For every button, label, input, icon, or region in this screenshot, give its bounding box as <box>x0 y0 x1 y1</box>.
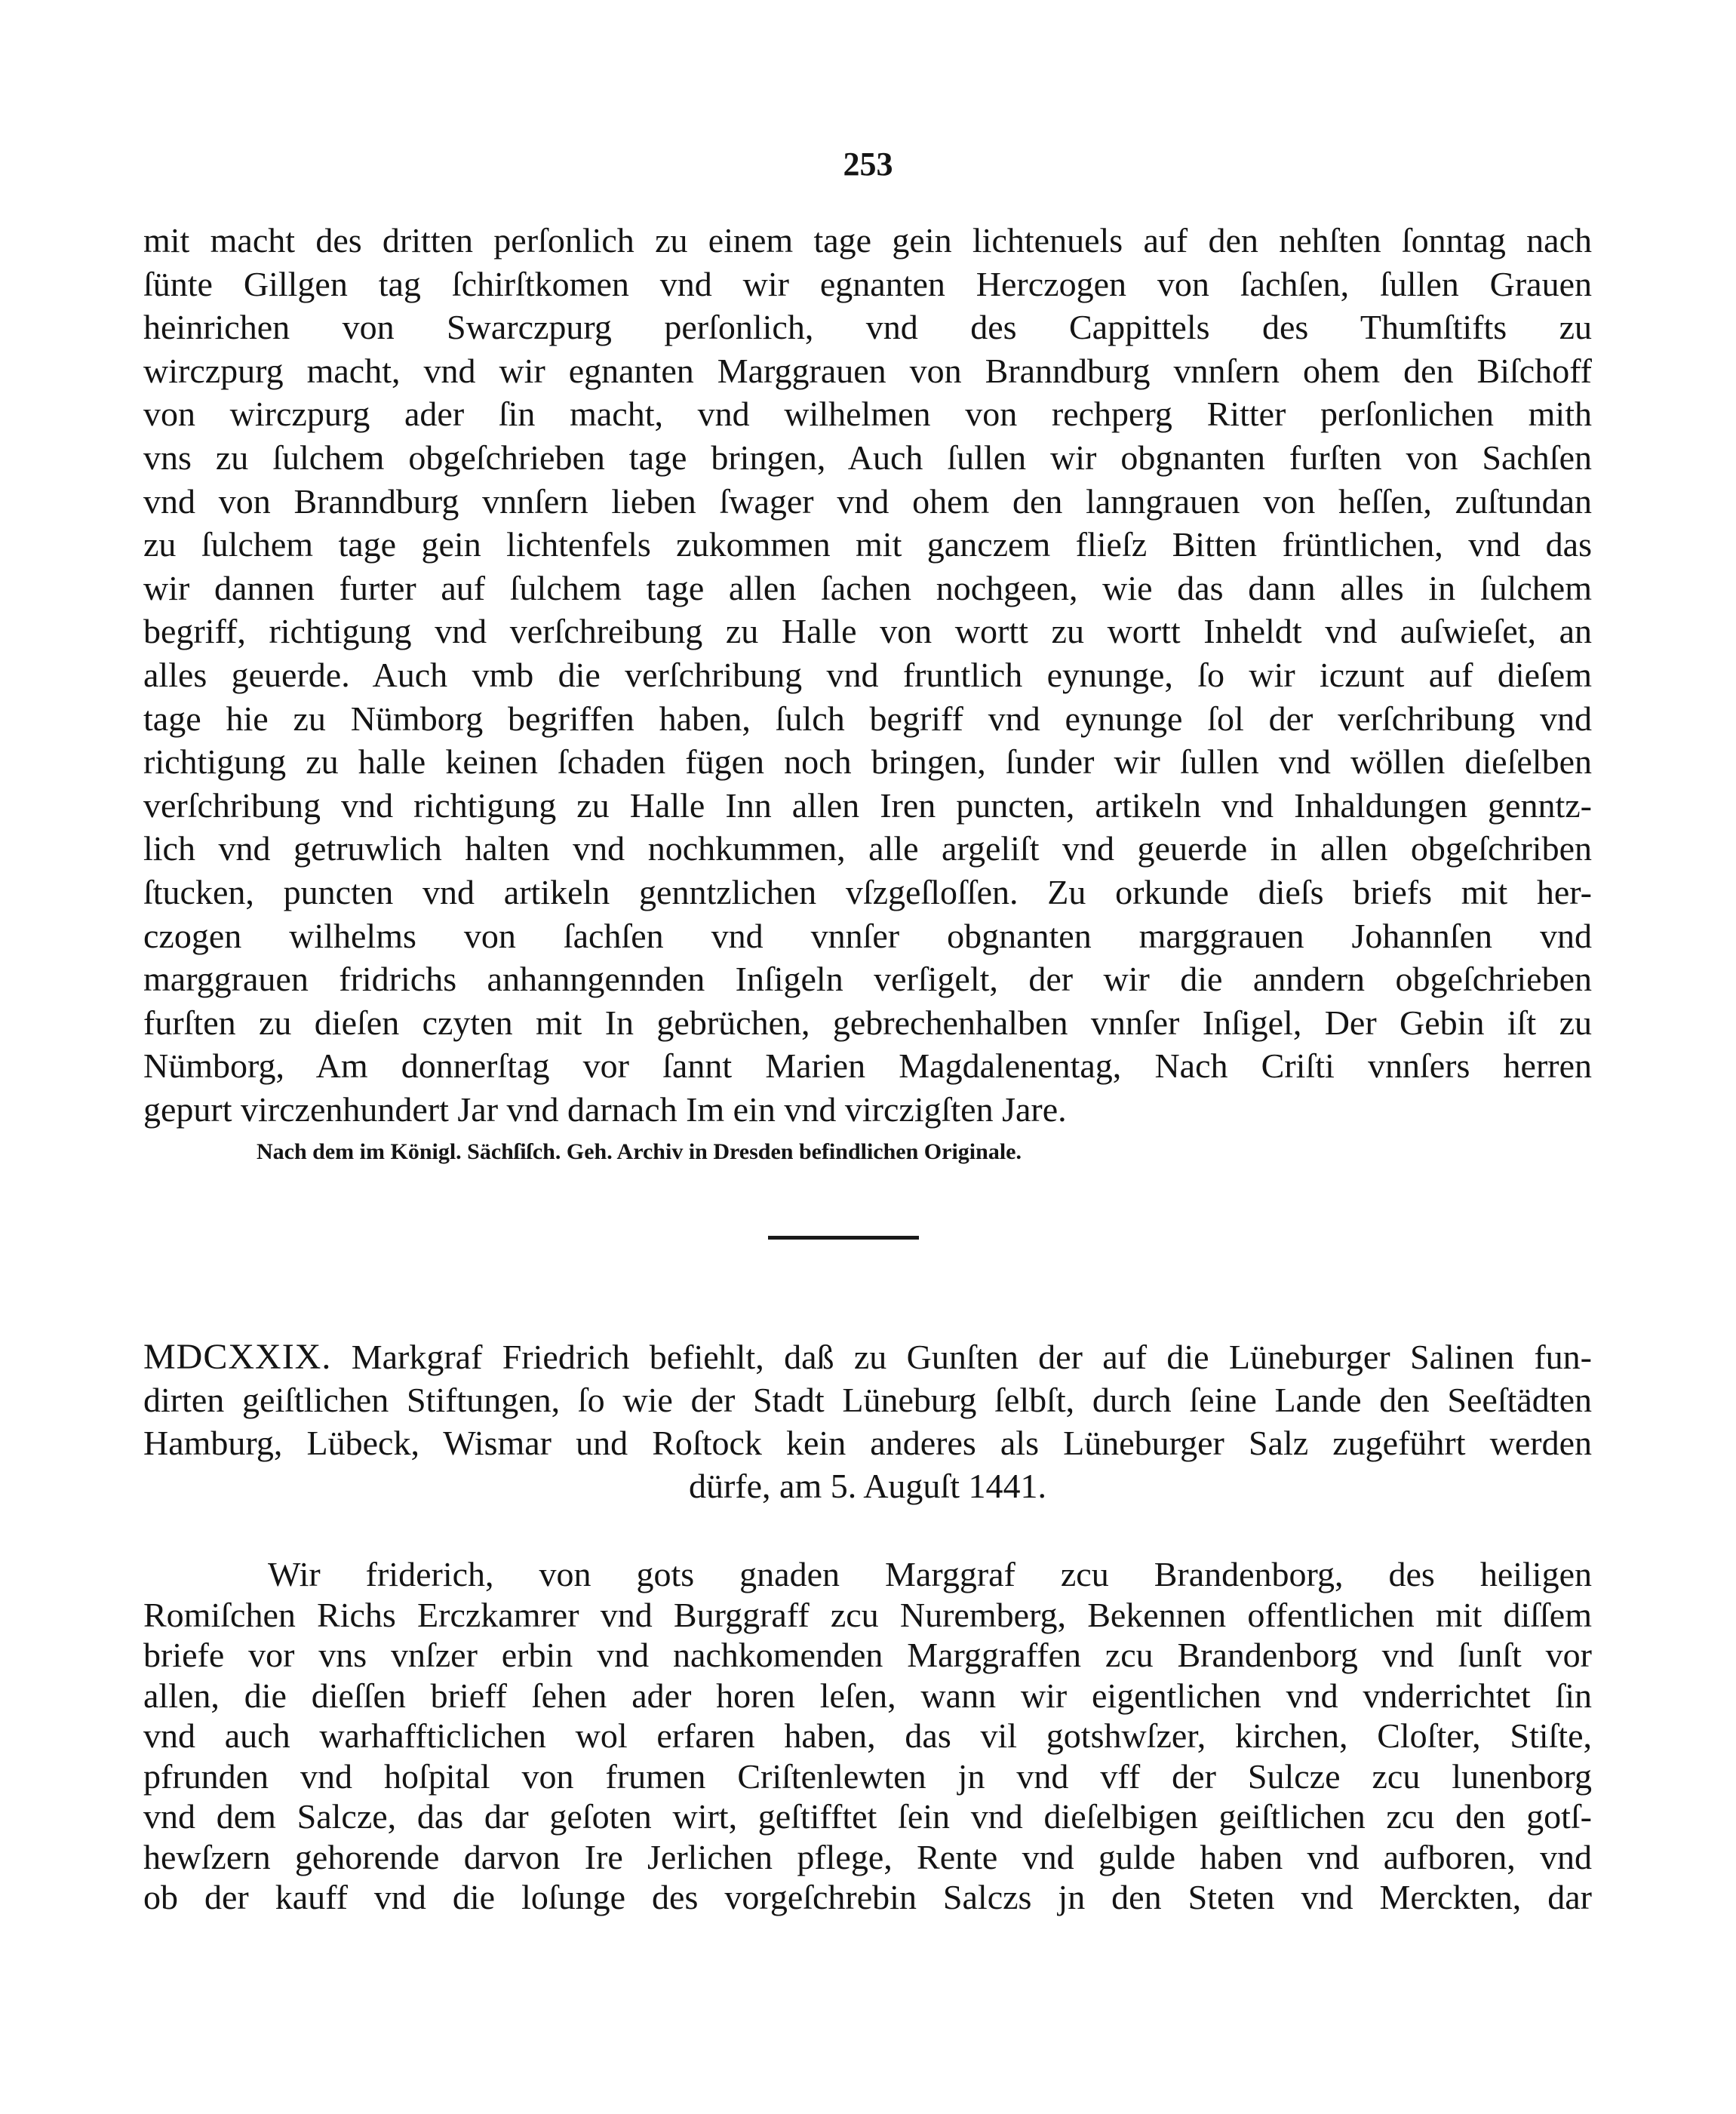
text-line: Nümborg, Am donnerſtag vor ſannt Marien Magdalenentag, Nach Criſti vnnſers herren <box>143 1046 1592 1086</box>
heading-line <box>143 1335 1592 1378</box>
document-heading <box>143 1335 1592 1507</box>
text-line: briefe vor vns vnſzer erbin vnd nachkomenden Marggraffen zcu Brandenborg vnd ſunſt vor <box>143 1636 1592 1674</box>
heading-line: dirten geiſtlichen Stiftungen, ſo wie der Stadt Lüneburg ſelbſt, durch ſeine Lande den Seeſtädten <box>143 1381 1592 1419</box>
document-text <box>143 1554 1592 1918</box>
text-line: allen, die dieſſen brieff ſehen ader horen leſen, wann wir eigentlichen vnd vnderrichtet ſin <box>143 1676 1592 1715</box>
text-line: vnd dem Salcze, das dar geſoten wirt, geſtifftet ſein vnd dieſelbigen geiſtlichen zcu den gotſ- <box>143 1797 1592 1836</box>
text-line: zu ſulchem tage gein lichtenfels zukommen mit ganczem flieſz Bitten früntlichen, vnd das <box>143 525 1592 564</box>
document-text-continued <box>143 219 1592 1131</box>
text-line: pfrunden vnd hoſpital von frumen Criſtenlewten jn vnd vff der Sulcze zcu lunenborg <box>143 1756 1592 1796</box>
text-line: alles geuerde. Auch vmb die verſchribung vnd fruntlich eynunge, ſo wir iczunt auf dieſem <box>143 655 1592 694</box>
text-line: Wir friderich, von gots gnaden Marggraf zcu Brandenborg, des heiligen <box>268 1555 1592 1593</box>
text-line: verſchribung vnd richtigung zu Halle Inn allen Iren puncten, artikeln vnd Inhaldungen genntz- <box>143 785 1592 825</box>
text-line: von wirczpurg ader ſin macht, vnd wilhelmen von rechperg Ritter perſonlichen mith <box>143 395 1592 434</box>
text-line: vnd von Branndburg vnnſern lieben ſwager vnd ohem den lanngrauen von heſſen, zuſtundan <box>143 481 1592 521</box>
text-line: richtigung zu halle keinen ſchaden fügen noch bringen, ſunder wir ſullen vnd wöllen dieſelben <box>143 742 1592 782</box>
text-line: furſten zu dieſen czyten mit In gebrüchen, gebrechenhalben vnnſer Inſigel, Der Gebin iſt zu <box>143 1003 1592 1042</box>
text-line: ſünte Gillgen tag ſchirſtkomen vnd wir egnanten Herczogen von ſachſen, ſullen Grauen <box>143 264 1592 303</box>
text-line: Romiſchen Richs Erczkamrer vnd Burggraff zcu Nuremberg, Bekennen offentlichen mit diſſem <box>143 1595 1592 1634</box>
text-line: wir dannen furter auf ſulchem tage allen ſachen nochgeen, wie das dann alles in ſulchem <box>143 568 1592 607</box>
text-line: marggrauen fridrichs anhanngennden Inſigeln verſigelt, der wir die anndern obgeſchrieben <box>143 960 1592 999</box>
text-line: hewſzern gehorende darvon Ire Jerlichen pflege, Rente vnd gulde haben vnd aufboren, vnd <box>143 1837 1592 1876</box>
text-line: tage hie zu Nümborg begriffen haben, ſulch begriff vnd eynunge ſol der verſchribung vnd <box>143 699 1592 738</box>
text-line: ſtucken, puncten vnd artikeln genntzlichen vſzgeſloſſen. Zu orkunde dieſs briefs mit her- <box>143 872 1592 911</box>
text-line: lich vnd getruwlich halten vnd nochkummen, alle argeliſt vnd geuerde in allen obgeſchriben <box>143 829 1592 868</box>
text-line: heinrichen von Swarczpurg perſonlich, vnd des Cappittels des Thumſtifts zu <box>143 308 1592 347</box>
heading-line: Hamburg, Lübeck, Wismar und Roſtock kein anderes als Lüneburger Salz zugeführt werden <box>143 1424 1592 1462</box>
section-divider <box>768 1236 919 1240</box>
heading-text: Markgraf Friedrich befiehlt, daß zu Gunſten der auf die Lüneburger Salinen fun- <box>351 1338 1592 1376</box>
source-note: Nach dem im Königl. Sächſiſch. Geh. Archiv in Dresden befindlichen Originale. <box>257 1139 1022 1164</box>
text-line: gepurt virczenhundert Jar vnd darnach Im ein vnd virczigſten Jare. <box>143 1089 1067 1129</box>
text-line: wirczpurg macht, vnd wir egnanten Marggrauen von Branndburg vnnſern ohem den Biſchoff <box>143 351 1592 390</box>
document-number: MDCXXIX. <box>143 1337 332 1377</box>
text-line: ob der kauff vnd die loſunge des vorgeſchrebin Salczs jn den Steten vnd Merckten, dar <box>143 1878 1592 1916</box>
text-line: begriff, richtigung vnd verſchreibung zu Halle von wortt zu wortt Inheldt vnd auſwieſet, an <box>143 612 1592 651</box>
text-line: vnd auch warhaffticlichen wol erfaren haben, das vil gotshwſzer, kirchen, Cloſter, Stiſte, <box>143 1716 1592 1755</box>
text-line: vns zu ſulchem obgeſchrieben tage bringen, Auch ſullen wir obgnanten furſten von Sachſen <box>143 438 1592 477</box>
page-number: 253 <box>843 146 893 183</box>
text-line: mit macht des dritten perſonlich zu einem tage gein lichtenuels auf den nehſten ſonntag nach <box>143 221 1592 260</box>
text-line: czogen wilhelms von ſachſen vnd vnnſer obgnanten marggrauen Johannſen vnd <box>143 916 1592 955</box>
heading-line: dürfe, am 5. Auguſt 1441. <box>689 1467 1046 1505</box>
